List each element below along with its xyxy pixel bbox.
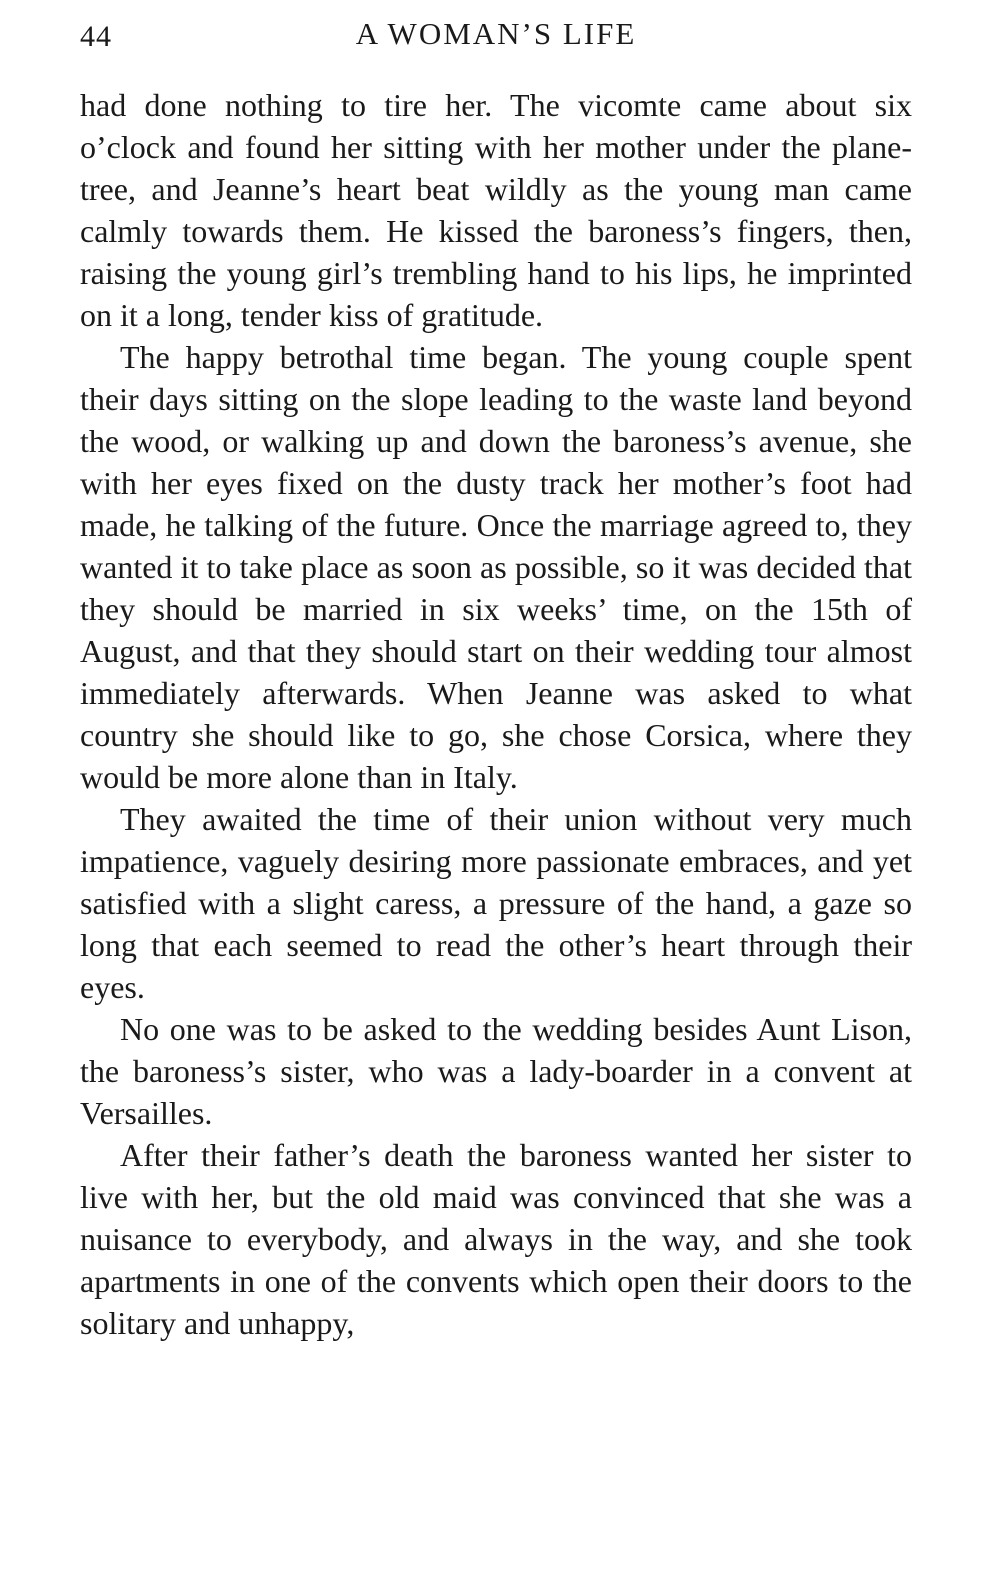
page-number: 44 [80,20,112,53]
page-header [80,12,912,62]
paragraph: The happy betrothal time began. The young couple spent their days sitting on the slope leading to the waste land beyond the wood, or walking up and down the baroness’s avenue, she with her eyes fixed on the dusty track her mother’s foot had made, he talking of the future. Once the marriage agreed to, they wanted it to take place as soon as possible, so it was decided that they should be married in six weeks’ time, on the 15th of August, and that they should start on their wedding tour almost immediately afterwards. When Jeanne was asked to what country she should like to go, she chose Corsica, where they would be more alone than in Italy. [80,339,912,795]
paragraph-continued: had done nothing to tire her. The vicomte came about six o’clock and found her sitting with her mother under the plane-tree, and Jeanne’s heart beat wildly as the young man came calmly towards them. He kissed the baroness’s fingers, then, raising the young girl’s trembling hand to his lips, he imprinted on it a long, tender kiss of gratitude. [80,87,912,333]
paragraph: After their father’s death the baroness wanted her sister to live with her, but the old maid was convinced that she was a nuisance to everybody, and always in the way, and she took apartments in one of the convents which open their doors to the solitary and unhappy, [80,1137,912,1341]
paragraph: They awaited the time of their union without very much impatience, vaguely desiring more passionate embraces, and yet satisfied with a slight caress, a pressure of the hand, a gaze so long that each seemed to read the other’s heart through their eyes. [80,801,912,1005]
running-title: A WOMAN’S LIFE [355,16,637,51]
paragraph: No one was to be asked to the wedding besides Aunt Lison, the baroness’s sister, who was a lady-boarder in a convent at Versailles. [80,1011,912,1131]
body-text [80,84,912,1344]
